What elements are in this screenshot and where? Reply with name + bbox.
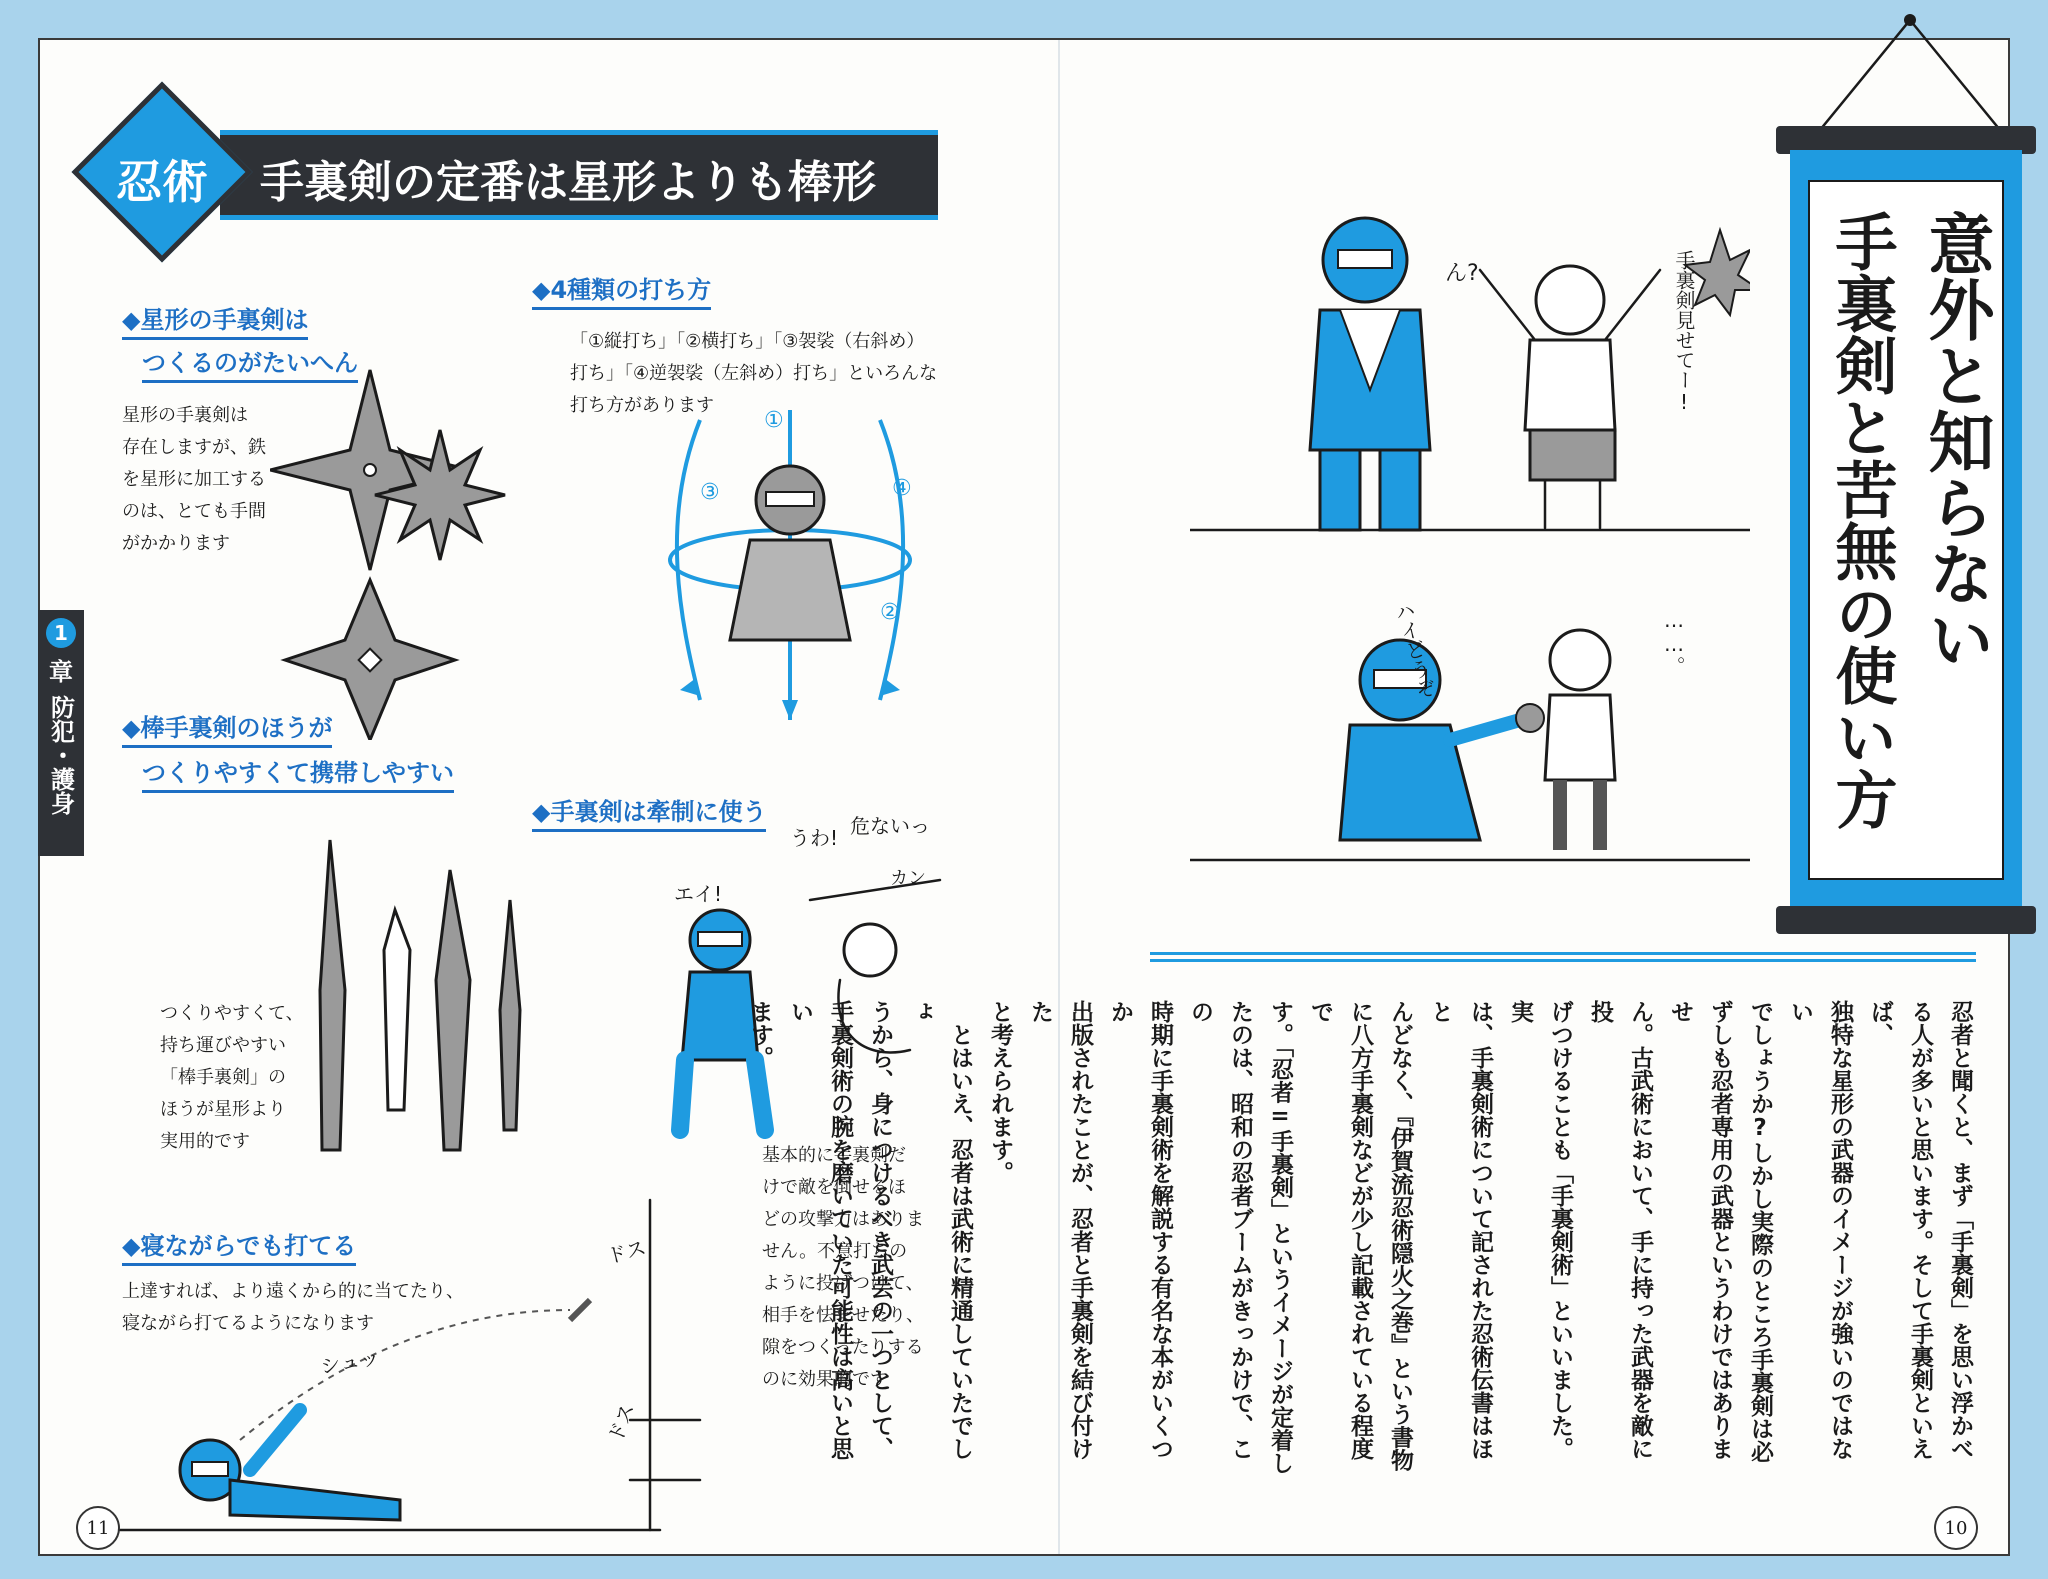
chapter-tab <box>38 610 84 856</box>
bubble-abunai: 危ないっ <box>850 814 930 838</box>
comic-bubble-4: ……。 <box>1662 608 1686 676</box>
body-column: る人が多いと思います。そして手裏剣といえば、 <box>1867 1000 1933 1460</box>
body-column: たのは、昭和の忍者ブームがきっかけで、この <box>1187 1000 1253 1460</box>
restrain-section-title: ◆手裏剣は牽制に使う <box>532 792 766 832</box>
body-column: 手裏剣術の腕を磨いていた可能性は高いと思い <box>787 1000 853 1460</box>
body-column: ずしも忍者専用の武器というわけではありませ <box>1667 1000 1733 1460</box>
bubble-ei: エイ! <box>674 882 723 906</box>
body-column: す。「忍者=手裏剣」というイメージが定着し <box>1267 1000 1293 1475</box>
body-column: は、手裏剣術について記された忍術伝書はほと <box>1427 1000 1493 1460</box>
restrain-body-line: 基本的に手裏剣だ <box>762 1145 906 1166</box>
throw-label-4: ④ <box>892 476 912 501</box>
page-heading: 手裏剣の定番は星形よりも棒形 <box>260 157 876 208</box>
chapter-title: 防犯・護身 <box>46 695 75 815</box>
chapter-label: 章 <box>49 658 73 686</box>
throw-label-1: ① <box>764 408 784 433</box>
body-column: 出版されたことが、忍者と手裏剣を結び付けた <box>1027 1000 1093 1460</box>
body-column: と考えられます。 <box>987 1000 1013 1184</box>
lying-body-line: 寝ながら打てるようになります <box>122 1313 374 1334</box>
bar-section-title-2: つくりやすくて携帯しやすい <box>142 753 454 793</box>
bar-body-line: 実用的です <box>160 1131 250 1152</box>
restrain-body-line: ように投げつけて、 <box>762 1273 924 1294</box>
body-column: とはいえ、忍者は武術に精通していたでしょ <box>907 1000 973 1460</box>
star-body-line: 星形の手裏剣は <box>122 405 248 426</box>
left-page-number: 11 <box>76 1506 120 1550</box>
comic-bubble-2: 手裏剣見せてー! <box>1672 250 1696 414</box>
throw-label-3: ③ <box>700 480 720 505</box>
star-shuriken-illustration <box>270 360 510 740</box>
bar-body-line: 「棒手裏剣」の <box>160 1067 286 1088</box>
four-types-line: 打ち方があります <box>570 395 714 416</box>
sfx-dosu-2: ドス <box>603 1400 640 1446</box>
comic-bubble-3: ハイどうぞ <box>1389 598 1439 702</box>
body-column: うから、身につけるべき武芸の一つとして、 <box>867 1000 893 1460</box>
star-section-title-2: つくるのがたいへん <box>142 343 358 383</box>
sfx-dosu-1: ドス <box>603 1235 649 1269</box>
scroll-title-2: 手裏剣と苦無の使い方 <box>1825 210 1898 830</box>
book-spread <box>38 38 2010 1556</box>
body-column: 時期に手裏剣術を解説する有名な本がいくつか <box>1107 1000 1173 1460</box>
bar-shuriken-illustration <box>300 830 530 1170</box>
star-section-title-1: ◆星形の手裏剣は <box>122 300 308 340</box>
throw-label-2: ② <box>880 600 900 625</box>
restrain-body-line: 相手を怯ませたり、 <box>762 1305 924 1326</box>
sfx-shu: シュッ <box>318 1344 382 1379</box>
scroll-title-1: 意外と知らない <box>1917 210 1994 672</box>
body-column: げつけることも「手裏剣術」といいました。実 <box>1507 1000 1573 1460</box>
four-types-line: 「①縦打ち」「②横打ち」「③袈裟（右斜め） <box>570 331 925 352</box>
body-rule <box>1150 952 1976 962</box>
restrain-body-line: どの攻撃力はありま <box>762 1209 924 1230</box>
four-types-line: 打ち」「④逆袈裟（左斜め）打ち」といろんな <box>570 363 938 384</box>
lying-section-title: ◆寝ながらでも打てる <box>122 1226 356 1266</box>
body-column: 独特な星形の武器のイメージが強いのではない <box>1787 1000 1853 1460</box>
body-column: でしょうか?しかし実際のところ手裏剣は必 <box>1747 1000 1773 1463</box>
throwing-ninja-illustration <box>660 400 920 730</box>
star-body-line: のは、とても手間 <box>122 501 266 522</box>
body-column: ます。 <box>747 1000 773 1069</box>
bubble-kan: カン <box>890 868 926 889</box>
body-column: 忍者と聞くと、まず「手裏剣」を思い浮かべ <box>1947 1000 1973 1460</box>
lying-ninja-illustration <box>100 1180 740 1560</box>
comic-bubble-1: ん? <box>1445 261 1479 286</box>
bubble-uwa: うわ! <box>790 826 839 850</box>
star-section-body <box>122 400 266 560</box>
bar-section-title-1: ◆棒手裏剣のほうが <box>122 708 332 748</box>
bar-section-body <box>160 998 304 1158</box>
restrain-body-line: 隙をつくったりする <box>762 1337 924 1358</box>
restrain-body-line: けで敵を倒せるほ <box>762 1177 906 1198</box>
lying-body-line: 上達すれば、より遠くから的に当てたり、 <box>122 1281 464 1302</box>
bar-body-line: 持ち運びやすい <box>160 1035 286 1056</box>
four-types-title: ◆4種類の打ち方 <box>532 270 711 310</box>
star-body-line: を星形に加工する <box>122 469 266 490</box>
chapter-number: 1 <box>46 618 76 648</box>
restrain-body-line: せん。不意打ちの <box>762 1241 908 1262</box>
scroll-bottom-rod <box>1776 906 2036 934</box>
technique-badge-label: 忍術 <box>116 155 208 209</box>
restrain-body-line: のに効果的です <box>762 1369 888 1390</box>
star-body-line: 存在しますが、鉄 <box>122 437 266 458</box>
body-column: んどなく、『伊賀流忍術隠火之巻』という書物 <box>1387 1000 1413 1472</box>
bar-body-line: つくりやすくて、 <box>160 1003 304 1024</box>
bar-body-line: ほうが星形より <box>160 1099 286 1120</box>
comic-panel-1 <box>1190 190 1750 550</box>
body-column: ん。古武術において、手に持った武器を敵に投 <box>1587 1000 1653 1460</box>
scroll-string <box>1810 0 2010 140</box>
star-body-line: がかかります <box>122 533 230 554</box>
body-column: に八方手裏剣などが少し記載されている程度で <box>1307 1000 1373 1460</box>
right-page-number: 10 <box>1934 1506 1978 1550</box>
